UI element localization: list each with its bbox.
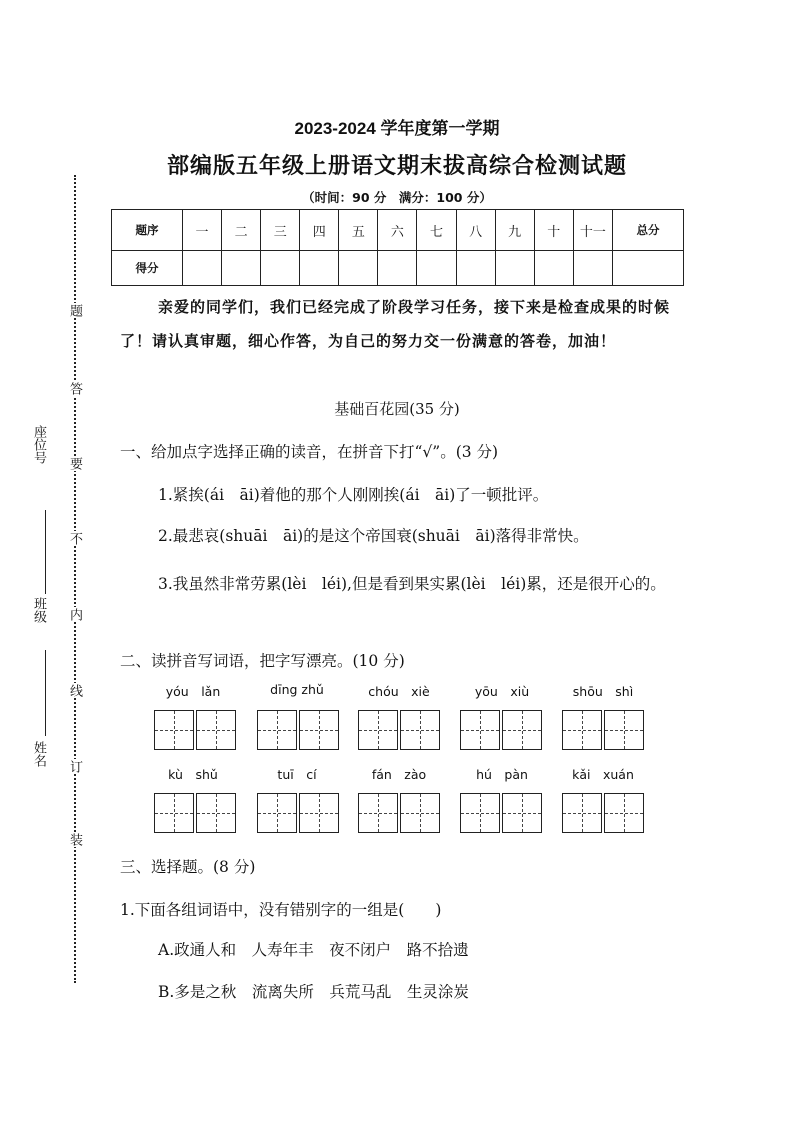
tianzi-grid-box[interactable] (196, 793, 236, 833)
tianzi-grid-box[interactable] (562, 793, 602, 833)
q1-item-2: 2.最悲哀(shuāi āi)的是这个帝国衰(shuāi āi)落得非常快。 (158, 527, 589, 545)
score-cell[interactable] (222, 251, 261, 286)
tianzi-grid-box[interactable] (460, 793, 500, 833)
writing-box-pair (358, 793, 442, 833)
q3-heading: 三、选择题。(8 分) (120, 858, 256, 876)
name-label: 姓名 (31, 741, 46, 767)
pinyin-label: yōu xiù (474, 684, 530, 699)
q2-heading: 二、读拼音写词语，把字写漂亮。(10 分) (120, 652, 405, 670)
table-cell: 十一 (573, 210, 612, 251)
tianzi-grid-box[interactable] (257, 793, 297, 833)
writing-box-pair (358, 710, 442, 750)
tianzi-grid-box[interactable] (562, 710, 602, 750)
writing-box-pair (460, 793, 544, 833)
score-cell[interactable] (456, 251, 495, 286)
score-cell[interactable] (378, 251, 417, 286)
tianzi-grid-box[interactable] (502, 710, 542, 750)
score-cell[interactable] (300, 251, 339, 286)
pinyin-label: hú pàn (476, 767, 528, 782)
pinyin-label: yóu lǎn (165, 684, 221, 699)
writing-box-pair (257, 710, 341, 750)
tianzi-grid-box[interactable] (400, 793, 440, 833)
tianzi-grid-box[interactable] (196, 710, 236, 750)
q1-item-3: 3.我虽然非常劳累(lèi léi),但是看到果实累(lèi léi)累，还是很开心的。 (158, 575, 666, 593)
tianzi-grid-box[interactable] (154, 710, 194, 750)
score-row (112, 251, 684, 286)
table-cell: 一 (183, 210, 222, 251)
margin-warning-char: 答 (67, 382, 82, 395)
table-cell: 七 (417, 210, 456, 251)
score-cell[interactable] (573, 251, 612, 286)
question-number-row (112, 210, 684, 251)
pinyin-label: kǎi xuán (572, 767, 634, 782)
q1-item-1: 1.紧挨(ái āi)着他的那个人刚刚挨(ái āi)了一顿批评。 (158, 486, 549, 504)
score-cell[interactable] (339, 251, 378, 286)
score-cell[interactable] (417, 251, 456, 286)
tianzi-grid-box[interactable] (358, 793, 398, 833)
table-cell: 四 (300, 210, 339, 251)
class-label: 班级 (31, 597, 46, 623)
q3-option-b: B.多是之秋 流离失所 兵荒马乱 生灵涂炭 (158, 983, 469, 1001)
table-row-label: 得分 (112, 251, 183, 286)
tianzi-grid-box[interactable] (604, 710, 644, 750)
seat-number-label: 座位号 (31, 425, 46, 464)
exam-title: 部编版五年级上册语文期末拔高综合检测试题 (166, 154, 627, 179)
tianzi-grid-box[interactable] (604, 793, 644, 833)
margin-warning-char: 要 (67, 457, 82, 470)
writing-box-pair (460, 710, 544, 750)
margin-warning-char: 装 (67, 833, 82, 846)
table-cell: 五 (339, 210, 378, 251)
table-cell: 三 (261, 210, 300, 251)
pinyin-label: shōu shì (572, 684, 634, 699)
pinyin-label: fán zào (371, 767, 427, 782)
name-fill-line[interactable] (45, 650, 46, 736)
score-cell[interactable] (534, 251, 573, 286)
score-cell[interactable] (613, 251, 684, 286)
pinyin-label: chóu xiè (368, 684, 430, 699)
tianzi-grid-box[interactable] (460, 710, 500, 750)
writing-box-pair (154, 710, 238, 750)
table-cell: 八 (456, 210, 495, 251)
writing-box-pair (562, 793, 646, 833)
margin-warning-char: 不 (67, 532, 82, 545)
score-cell[interactable] (261, 251, 300, 286)
pinyin-label: kù shǔ (168, 767, 218, 782)
writing-box-pair (257, 793, 341, 833)
section-title: 基础百花园(35 分) (334, 400, 460, 418)
tianzi-grid-box[interactable] (502, 793, 542, 833)
exam-time-score: （时间：90 分 满分：100 分） (302, 190, 492, 205)
school-year: 2023-2024 学年度第一学期 (294, 119, 500, 138)
tianzi-grid-box[interactable] (400, 710, 440, 750)
margin-warning-char: 内 (67, 608, 82, 621)
margin-warning-char: 题 (67, 304, 82, 317)
score-table (111, 209, 684, 286)
binding-dotted-line (74, 175, 76, 983)
pinyin-label: tuī cí (277, 767, 317, 782)
tianzi-grid-box[interactable] (299, 793, 339, 833)
table-cell: 十 (534, 210, 573, 251)
table-cell: 二 (222, 210, 261, 251)
tianzi-grid-box[interactable] (299, 710, 339, 750)
tianzi-grid-box[interactable] (154, 793, 194, 833)
table-cell-total: 总分 (613, 210, 684, 251)
q3-question: 1.下面各组词语中，没有错别字的一组是( ) (120, 901, 442, 919)
intro-paragraph: 亲爱的同学们，我们已经完成了阶段学习任务，接下来是检查成果的时候了！请认真审题，细心作答，为自己的努力交一份满意的答卷，加油！ (120, 298, 671, 350)
writing-box-pair (562, 710, 646, 750)
table-cell: 六 (378, 210, 417, 251)
pinyin-label: dīng zhǔ (270, 682, 324, 697)
class-fill-line[interactable] (45, 510, 46, 594)
q3-option-a: A.政通人和 人寿年丰 夜不闭户 路不拾遗 (158, 941, 469, 959)
writing-box-pair (154, 793, 238, 833)
table-cell: 九 (495, 210, 534, 251)
q1-heading: 一、给加点字选择正确的读音，在拼音下打“√”。(3 分) (120, 443, 499, 461)
margin-warning-char: 订 (67, 760, 82, 773)
table-row-label: 题序 (112, 210, 183, 251)
tianzi-grid-box[interactable] (358, 710, 398, 750)
score-cell[interactable] (183, 251, 222, 286)
tianzi-grid-box[interactable] (257, 710, 297, 750)
score-cell[interactable] (495, 251, 534, 286)
margin-warning-char: 线 (67, 684, 82, 697)
